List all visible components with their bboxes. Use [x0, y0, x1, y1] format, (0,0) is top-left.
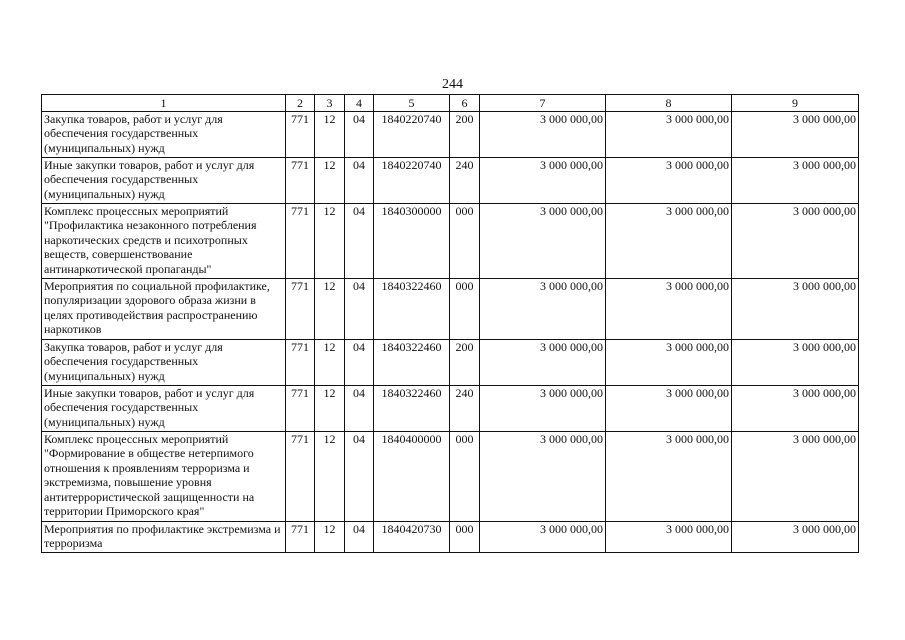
- cell-code-6: 240: [450, 386, 480, 432]
- row-name: Иные закупки товаров, работ и услуг для обеспечения государственных (муниципальных) нужд: [42, 158, 286, 204]
- cell-code-2: 771: [286, 204, 315, 279]
- column-header: 4: [345, 95, 374, 112]
- cell-code-3: 12: [315, 112, 345, 158]
- cell-code-3: 12: [315, 158, 345, 204]
- cell-code-6: 000: [450, 204, 480, 279]
- cell-code-2: 771: [286, 340, 315, 386]
- column-header: 3: [315, 95, 345, 112]
- cell-code-4: 04: [345, 158, 374, 204]
- cell-amount-7: 3 000 000,00: [480, 522, 606, 553]
- cell-code-4: 04: [345, 522, 374, 553]
- cell-code-4: 04: [345, 112, 374, 158]
- cell-amount-9: 3 000 000,00: [732, 386, 859, 432]
- cell-code-5: 1840400000: [374, 432, 450, 522]
- cell-code-4: 04: [345, 386, 374, 432]
- cell-amount-7: 3 000 000,00: [480, 432, 606, 522]
- cell-amount-9: 3 000 000,00: [732, 112, 859, 158]
- cell-code-6: 200: [450, 340, 480, 386]
- cell-amount-8: 3 000 000,00: [606, 386, 732, 432]
- cell-code-5: 1840220740: [374, 158, 450, 204]
- column-header: 8: [606, 95, 732, 112]
- table-row: [42, 522, 859, 553]
- cell-amount-8: 3 000 000,00: [606, 204, 732, 279]
- budget-table: [41, 94, 859, 553]
- cell-amount-8: 3 000 000,00: [606, 432, 732, 522]
- cell-code-5: 1840322460: [374, 279, 450, 340]
- table-row: [42, 386, 859, 432]
- table-row: [42, 112, 859, 158]
- cell-code-3: 12: [315, 522, 345, 553]
- table-row: [42, 432, 859, 522]
- cell-code-6: 000: [450, 522, 480, 553]
- cell-amount-9: 3 000 000,00: [732, 522, 859, 553]
- cell-code-5: 1840300000: [374, 204, 450, 279]
- column-header: 6: [450, 95, 480, 112]
- row-name: Мероприятия по социальной профилактике, популяризации здорового образа жизни в целях противодействия распространению наркотиков: [42, 279, 286, 340]
- cell-code-5: 1840322460: [374, 386, 450, 432]
- cell-code-6: 000: [450, 432, 480, 522]
- cell-amount-8: 3 000 000,00: [606, 158, 732, 204]
- row-name: Комплекс процессных мероприятий "Профилактика незаконного потребления наркотических средств и психотропных веществ, совершенствование антинаркотической пропаганды": [42, 204, 286, 279]
- row-name: Закупка товаров, работ и услуг для обеспечения государственных (муниципальных) нужд: [42, 340, 286, 386]
- cell-amount-7: 3 000 000,00: [480, 340, 606, 386]
- cell-amount-9: 3 000 000,00: [732, 158, 859, 204]
- cell-code-2: 771: [286, 386, 315, 432]
- header-row: [42, 95, 859, 112]
- column-header: 1: [42, 95, 286, 112]
- cell-code-3: 12: [315, 204, 345, 279]
- table-row: [42, 340, 859, 386]
- row-name: Иные закупки товаров, работ и услуг для обеспечения государственных (муниципальных) нужд: [42, 386, 286, 432]
- cell-amount-7: 3 000 000,00: [480, 279, 606, 340]
- cell-amount-7: 3 000 000,00: [480, 386, 606, 432]
- cell-amount-8: 3 000 000,00: [606, 340, 732, 386]
- cell-amount-8: 3 000 000,00: [606, 279, 732, 340]
- cell-code-3: 12: [315, 386, 345, 432]
- table-row: [42, 279, 859, 340]
- cell-code-3: 12: [315, 279, 345, 340]
- cell-code-2: 771: [286, 279, 315, 340]
- column-header: 5: [374, 95, 450, 112]
- cell-amount-9: 3 000 000,00: [732, 204, 859, 279]
- cell-amount-9: 3 000 000,00: [732, 279, 859, 340]
- cell-code-6: 000: [450, 279, 480, 340]
- row-name: Мероприятия по профилактике экстремизма и терроризма: [42, 522, 286, 553]
- cell-amount-7: 3 000 000,00: [480, 204, 606, 279]
- row-name: Комплекс процессных мероприятий "Формирование в обществе нетерпимого отношения к проявлениям терроризма и экстремизма, повышение уровня антитеррористической защищенности на территории Приморского края": [42, 432, 286, 522]
- cell-code-6: 200: [450, 112, 480, 158]
- cell-code-6: 240: [450, 158, 480, 204]
- table-row: [42, 158, 859, 204]
- cell-code-2: 771: [286, 112, 315, 158]
- row-name: Закупка товаров, работ и услуг для обеспечения государственных (муниципальных) нужд: [42, 112, 286, 158]
- column-header: 2: [286, 95, 315, 112]
- cell-code-3: 12: [315, 432, 345, 522]
- cell-code-4: 04: [345, 340, 374, 386]
- cell-amount-7: 3 000 000,00: [480, 158, 606, 204]
- cell-code-2: 771: [286, 522, 315, 553]
- cell-code-4: 04: [345, 432, 374, 522]
- cell-amount-9: 3 000 000,00: [732, 340, 859, 386]
- column-header: 9: [732, 95, 859, 112]
- cell-code-2: 771: [286, 432, 315, 522]
- cell-code-4: 04: [345, 279, 374, 340]
- cell-code-5: 1840322460: [374, 340, 450, 386]
- cell-code-3: 12: [315, 340, 345, 386]
- page-number: 244: [442, 77, 463, 92]
- cell-amount-8: 3 000 000,00: [606, 522, 732, 553]
- cell-code-5: 1840420730: [374, 522, 450, 553]
- cell-code-4: 04: [345, 204, 374, 279]
- cell-amount-8: 3 000 000,00: [606, 112, 732, 158]
- cell-code-2: 771: [286, 158, 315, 204]
- table-row: [42, 204, 859, 279]
- cell-amount-7: 3 000 000,00: [480, 112, 606, 158]
- cell-amount-9: 3 000 000,00: [732, 432, 859, 522]
- cell-code-5: 1840220740: [374, 112, 450, 158]
- column-header: 7: [480, 95, 606, 112]
